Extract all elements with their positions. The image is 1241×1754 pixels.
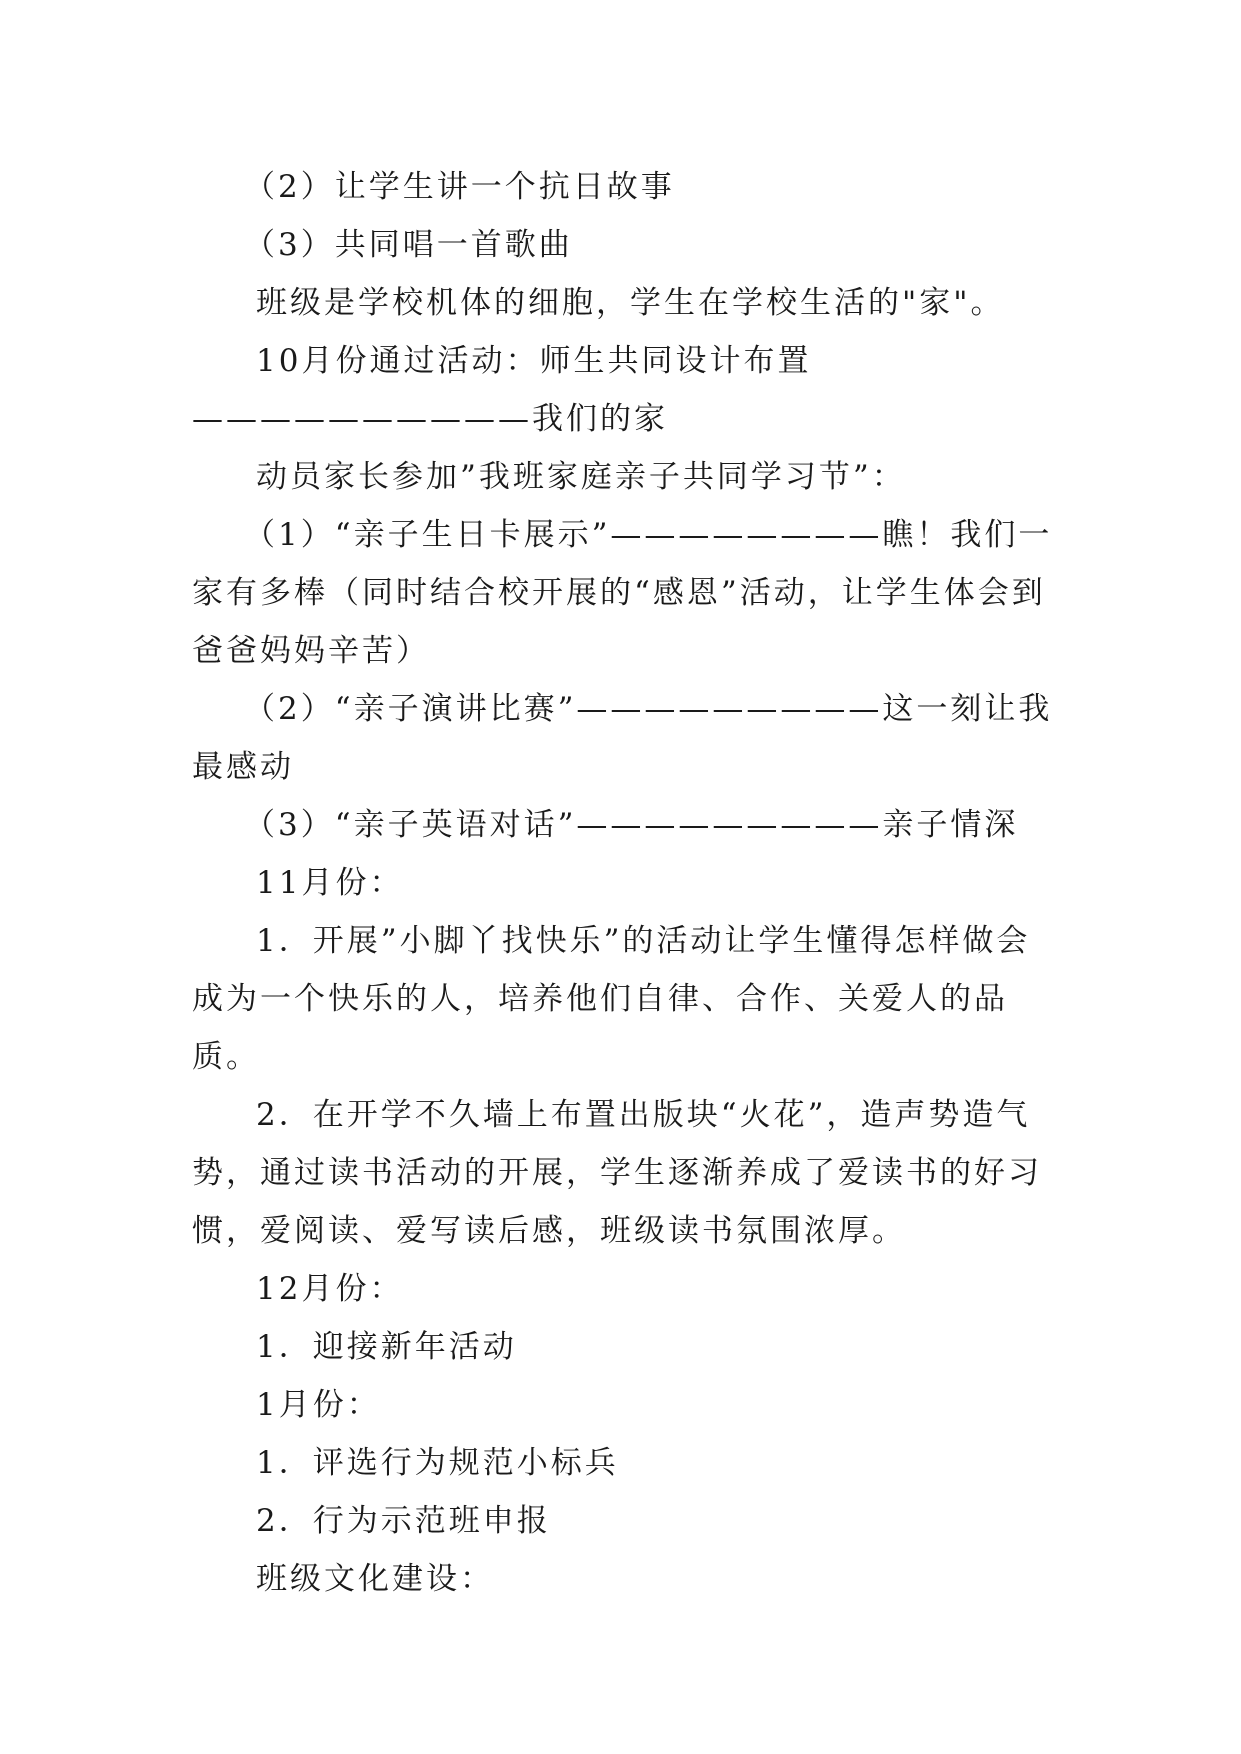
paragraph-17: 班级文化建设： xyxy=(256,1561,494,1597)
paragraph-7: （2）“亲子演讲比赛”—————————这一刻让我最感动 xyxy=(192,691,1053,785)
paragraph-15: 1．评选行为规范小标兵 xyxy=(256,1445,619,1481)
paragraph-16: 2．行为示范班申报 xyxy=(256,1503,551,1539)
paragraph-4: 10月份通过活动：师生共同设计布置——————————我们的家 xyxy=(192,343,812,437)
paragraph-10: 1．开展”小脚丫找快乐”的活动让学生懂得怎样做会成为一个快乐的人，培养他们自律、合作、关爱人的品质。 xyxy=(192,923,1031,1075)
paragraph-12: 12月份： xyxy=(256,1271,404,1307)
paragraph-13: 1．迎接新年活动 xyxy=(256,1329,517,1365)
paragraph-8: （3）“亲子英语对话”—————————亲子情深 xyxy=(244,807,1019,843)
paragraph-2: （3）共同唱一首歌曲 xyxy=(244,227,573,263)
paragraph-14: 1月份： xyxy=(256,1387,381,1423)
paragraph-6: （1）“亲子生日卡展示”————————瞧！我们一家有多棒（同时结合校开展的“感恩”活动，让学生体会到爸爸妈妈辛苦） xyxy=(192,517,1053,669)
paragraph-1: （2）让学生讲一个抗日故事 xyxy=(244,169,675,205)
paragraph-9: 11月份： xyxy=(256,865,404,901)
paragraph-5: 动员家长参加”我班家庭亲子共同学习节”： xyxy=(256,459,906,495)
paragraph-3: 班级是学校机体的细胞，学生在学校生活的"家"。 xyxy=(256,285,1005,321)
paragraph-11: 2．在开学不久墙上布置出版块“火花”，造声势造气势，通过读书活动的开展，学生逐渐养成了爱读书的好习惯，爱阅读、爱写读后感，班级读书氛围浓厚。 xyxy=(192,1097,1042,1249)
document-body xyxy=(192,158,1060,1608)
